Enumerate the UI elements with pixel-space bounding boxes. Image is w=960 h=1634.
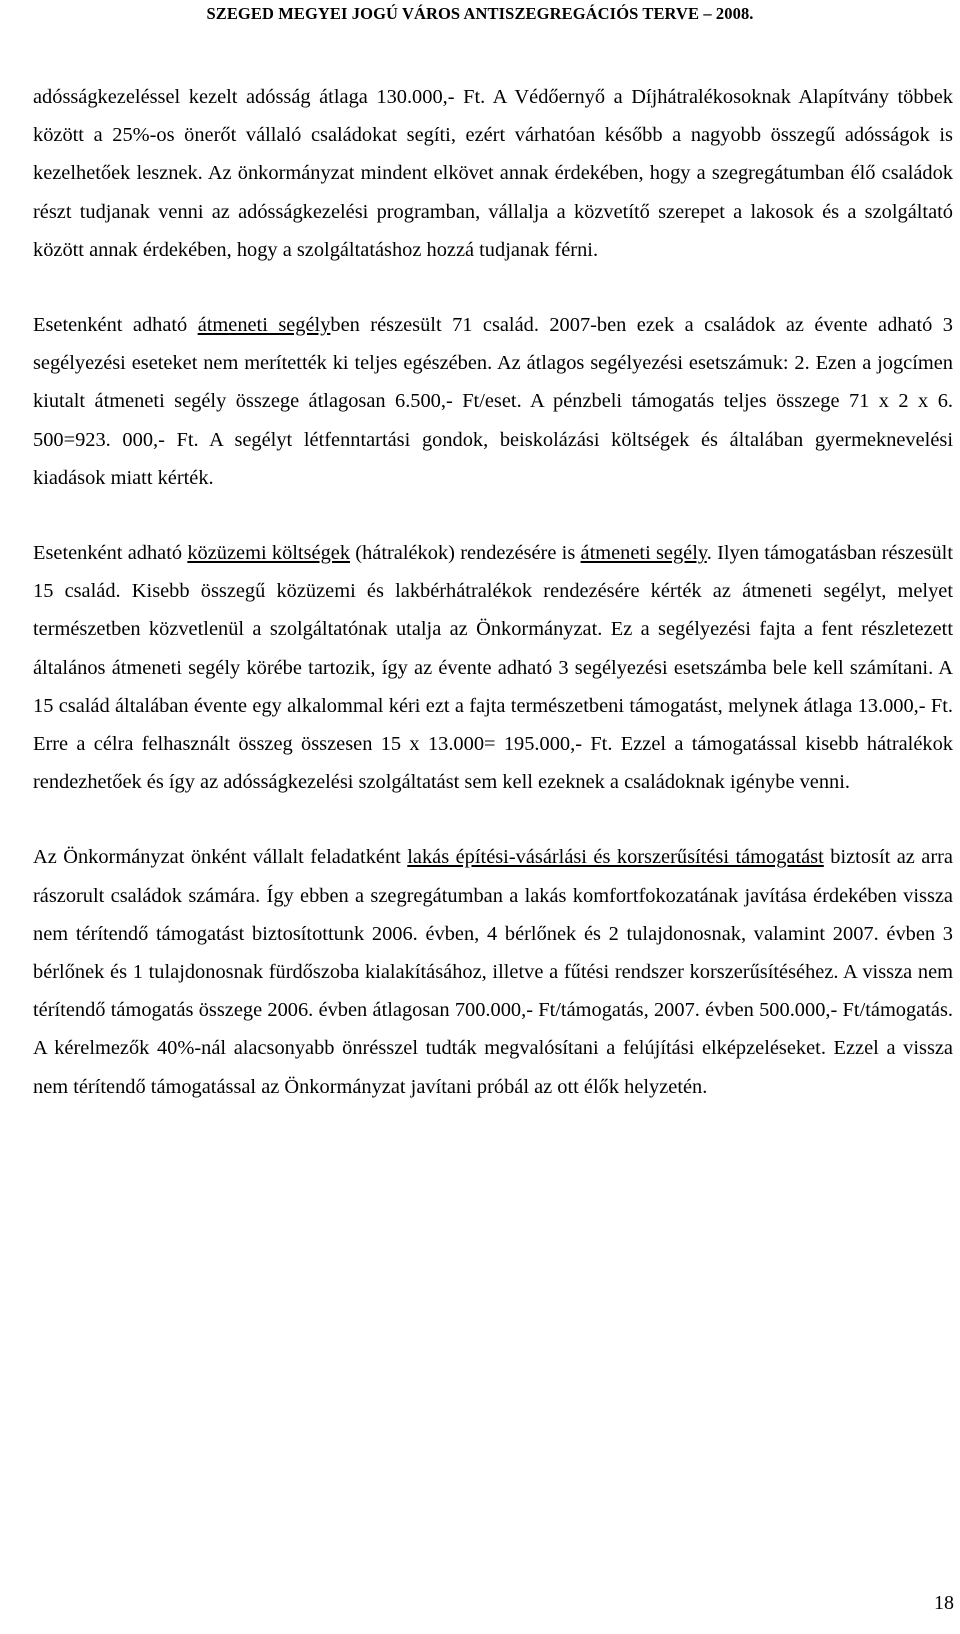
paragraph-housing-support <box>33 838 953 1105</box>
paragraph-text: adósságkezeléssel kezelt adósság átlaga 130.000,- Ft. A Védőernyő a Díjhátralékosoknak Alapítvány többek között a 25%-os önerőt vállaló családokat segíti, ezért várhatóan később a nagyobb összegű adósságok is kezelhetőek lesznek. Az önkormányzat mindent elkövet annak érdekében, hogy a szegregátumban élő családok részt tudjanak venni az adósságkezelési programban, vállalja a közvetítő szerepet a lakosok és a szolgáltató között annak érdekében, hogy a szolgáltatáshoz hozzá tudjanak férni. <box>33 86 953 261</box>
paragraph-text: Esetenként adható <box>33 542 188 565</box>
paragraph-text: (hátralékok) rendezésére is <box>350 542 581 565</box>
paragraph-text: biztosít az arra rászorult családok számára. Így ebben a szegregátumban a lakás komfortfokozatának javítása érdekében vissza nem térítendő támogatást biztosítottunk 2006. évben, 4 bérlőnek és 2 tulajdonosnak, valamint 2007. évben 3 bérlőnek és 1 tulajdonosnak fürdőszoba kialakításához, illetve a fűtési rendszer korszerűsítéséhez. A vissza nem térítendő támogatás összege 2006. évben átlagosan 700.000,- Ft/támogatás, 2007. évben 500.000,- Ft/támogatás. A kérelmezők 40%-nál alacsonyabb önrésszel tudták megvalósítani a felújítási elképzeléseket. Ezzel a vissza nem térítendő támogatással az Önkormányzat javítani próbál az ott élők helyzetén. <box>33 846 953 1098</box>
page-number: 18 <box>934 1592 954 1614</box>
paragraph-text: Az Önkormányzat önként vállalt feladatként <box>33 846 408 869</box>
paragraph-utility-costs <box>33 534 953 801</box>
paragraph-debt-management <box>33 78 953 269</box>
paragraph-temporary-aid <box>33 306 953 497</box>
underlined-term: lakás építési-vásárlási és korszerűsítési támogatást <box>407 846 824 869</box>
underlined-term: közüzemi költségek <box>187 542 351 565</box>
paragraph-text: Esetenként adható <box>33 314 198 337</box>
underlined-term: átmeneti segély <box>580 542 707 565</box>
page-header-title: SZEGED MEGYEI JOGÚ VÁROS ANTISZEGREGÁCIÓS TERVE – 2008. <box>206 4 754 23</box>
document-body <box>33 78 953 1143</box>
underlined-term: átmeneti segély <box>197 314 331 337</box>
paragraph-text: ben részesült 71 család. 2007-ben ezek a családok az évente adható 3 segélyezési eseteket nem merítették ki teljes egészében. Az átlagos segélyezési esetszámuk: 2. Ezen a jogcímen kiutalt átmeneti segély összege átlagosan 6.500,- Ft/eset. A pénzbeli támogatás teljes összege 71 x 2 x 6. 500=923. 000,- Ft. A segélyt létfenntartási gondok, beiskolázási költségek és általában gyermeknevelési kiadások miatt kérték. <box>33 314 953 489</box>
paragraph-text: . Ilyen támogatásban részesült 15 család. Kisebb összegű közüzemi és lakbérhátralékok rendezésére kérték az átmeneti segélyt, melyet természetben közvetlenül a szolgáltatónak utalja az Önkormányzat. Ez a segélyezési fajta a fent részletezett általános átmeneti segély körébe tartozik, így az évente adható 3 segélyezési esetszámba bele kell számítani. A 15 család általában évente egy alkalommal kéri ezt a fajta természetbeni támogatást, melynek átlaga 13.000,- Ft. Erre a célra felhasznált összeg összesen 15 x 13.000= 195.000,- Ft. Ezzel a támogatással kisebb hátralékok rendezhetőek és így az adósságkezelési szolgáltatást sem kell ezeknek a családoknak igénybe venni. <box>33 542 953 794</box>
